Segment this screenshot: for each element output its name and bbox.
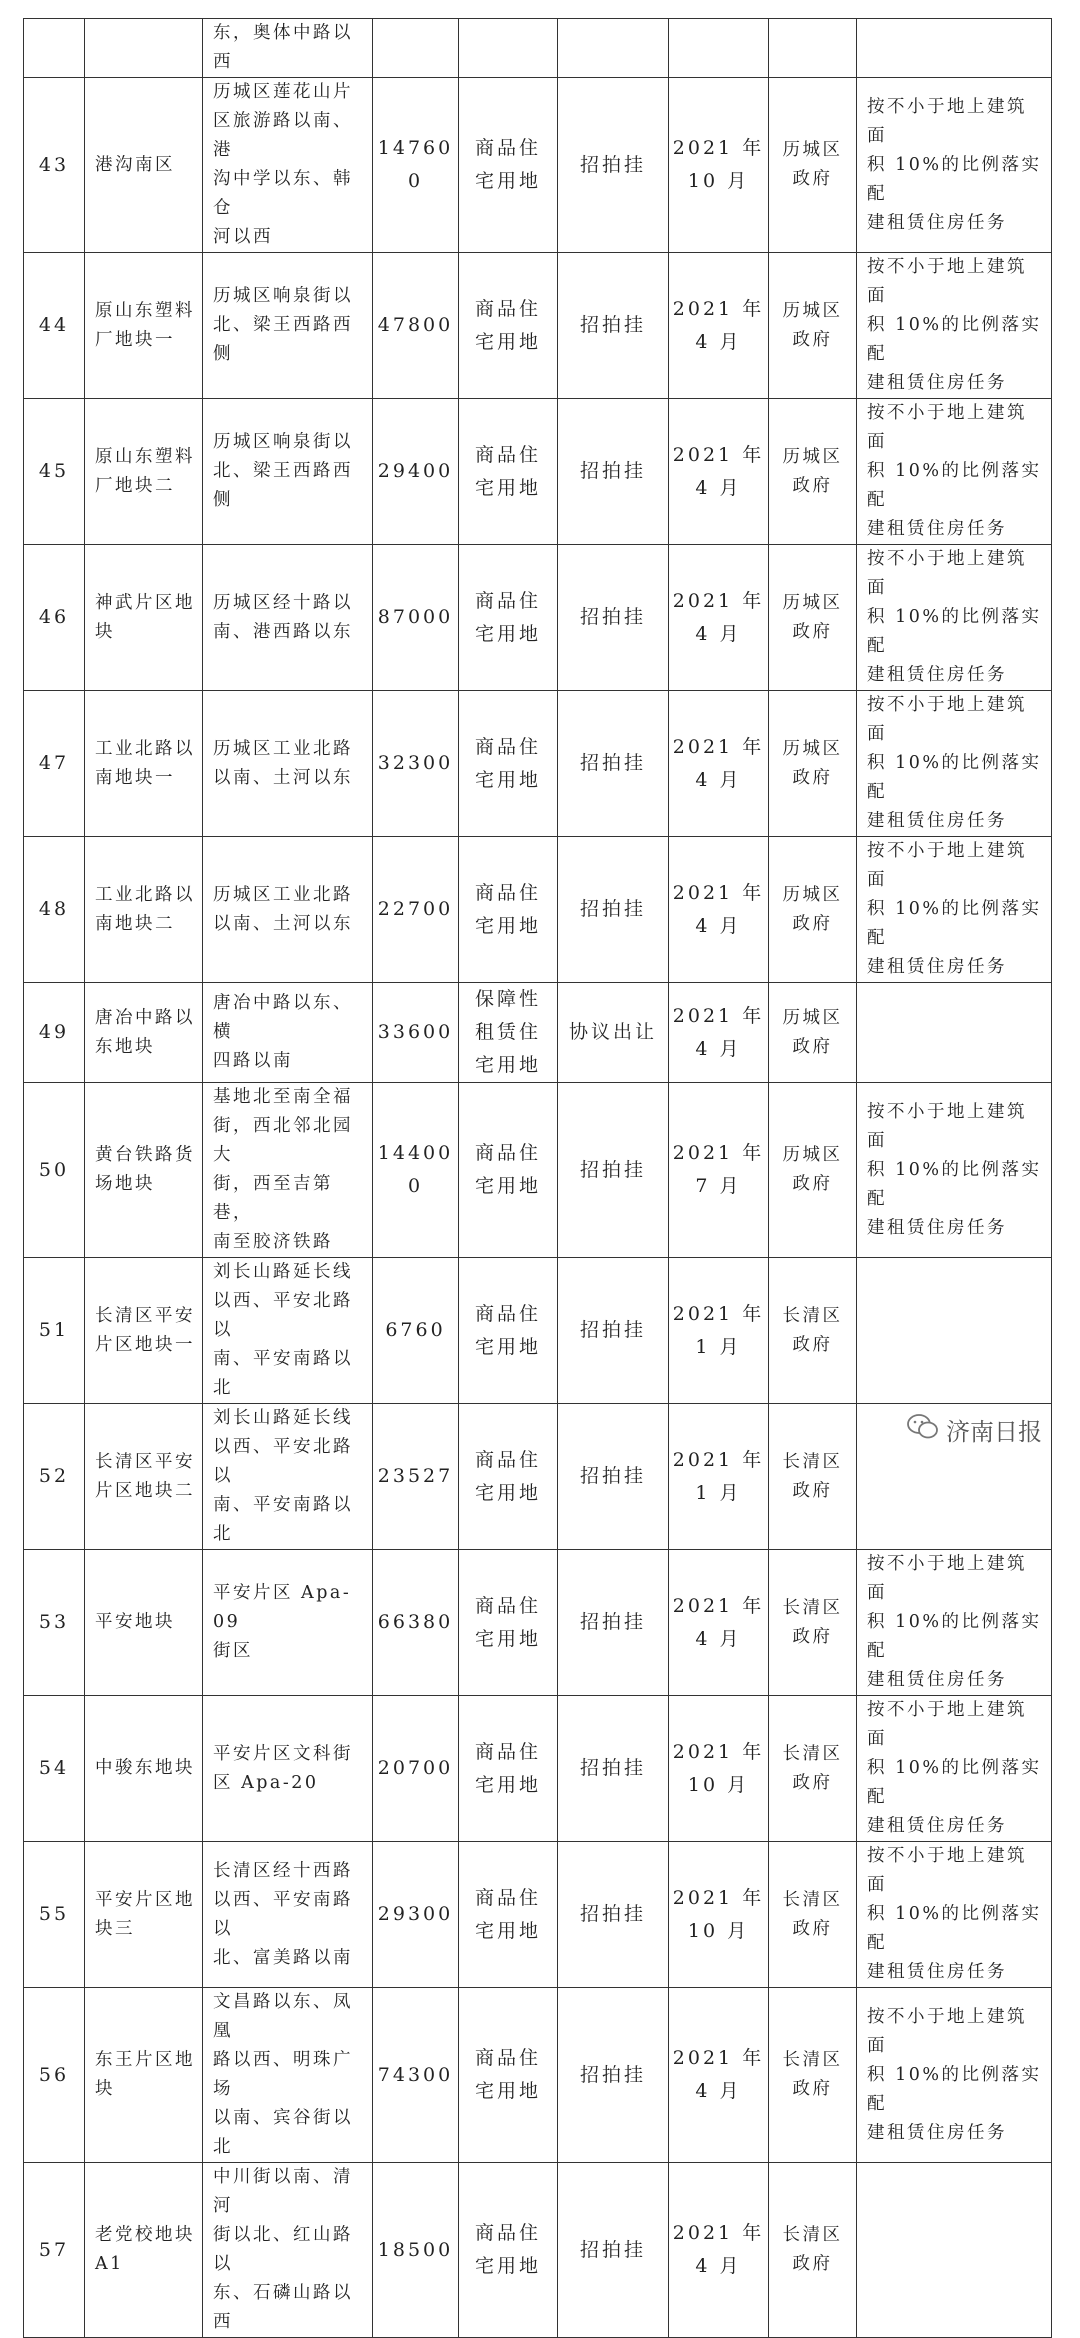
supply-method-cell: 招拍挂 — [558, 837, 669, 983]
supply-time-cell: 2021 年 1 月 — [669, 1404, 769, 1550]
area-cell: 74300 — [373, 1988, 459, 2163]
supply-time-cell: 2021 年 10 月 — [669, 1842, 769, 1988]
location-cell: 历城区工业北路 以南、土河以东 — [203, 837, 373, 983]
remarks-cell: 按不小于地上建筑面 积 10%的比例落实配 建租赁住房任务 — [857, 1696, 1052, 1842]
remarks-cell: 按不小于地上建筑面 积 10%的比例落实配 建租赁住房任务 — [857, 78, 1052, 253]
responsible-party-cell: 历城区 政府 — [769, 837, 857, 983]
responsible-party-cell: 历城区 政府 — [769, 545, 857, 691]
supply-method-cell: 招拍挂 — [558, 78, 669, 253]
supply-method-cell: 招拍挂 — [558, 1258, 669, 1404]
table-row — [24, 78, 1052, 253]
supply-time-cell: 2021 年 4 月 — [669, 691, 769, 837]
responsible-party-cell: 长清区 政府 — [769, 1404, 857, 1550]
row-number-cell: 54 — [24, 1696, 85, 1842]
supply-time-cell — [669, 19, 769, 78]
row-number-cell: 44 — [24, 253, 85, 399]
supply-method-cell: 招拍挂 — [558, 1404, 669, 1550]
land-name-cell: 长清区平安 片区地块一 — [85, 1258, 203, 1404]
area-cell: 66380 — [373, 1550, 459, 1696]
supply-method-cell: 招拍挂 — [558, 691, 669, 837]
location-cell: 长清区经十西路 以西、平安南路以 北、富美路以南 — [203, 1842, 373, 1988]
supply-method-cell: 招拍挂 — [558, 1842, 669, 1988]
supply-method-cell — [558, 19, 669, 78]
table-row — [24, 399, 1052, 545]
watermark — [902, 1410, 1046, 1449]
table-row — [24, 1258, 1052, 1404]
row-number-cell: 53 — [24, 1550, 85, 1696]
land-use-cell: 商品住 宅用地 — [459, 691, 558, 837]
land-name-cell — [85, 19, 203, 78]
table-row — [24, 253, 1052, 399]
area-cell: 29300 — [373, 1842, 459, 1988]
supply-method-cell: 招拍挂 — [558, 1083, 669, 1258]
land-use-cell: 保障性 租赁住 宅用地 — [459, 983, 558, 1083]
row-number-cell: 45 — [24, 399, 85, 545]
supply-time-cell: 2021 年 10 月 — [669, 1696, 769, 1842]
land-name-cell: 原山东塑料 厂地块一 — [85, 253, 203, 399]
row-number-cell: 43 — [24, 78, 85, 253]
land-use-cell: 商品住 宅用地 — [459, 1083, 558, 1258]
table-row — [24, 983, 1052, 1083]
remarks-cell — [857, 1258, 1052, 1404]
supply-time-cell: 2021 年 4 月 — [669, 1988, 769, 2163]
area-cell: 6760 — [373, 1258, 459, 1404]
responsible-party-cell: 历城区 政府 — [769, 691, 857, 837]
location-cell: 平安片区 Apa-09 街区 — [203, 1550, 373, 1696]
supply-time-cell: 2021 年 4 月 — [669, 983, 769, 1083]
land-name-cell: 中骏东地块 — [85, 1696, 203, 1842]
area-cell: 87000 — [373, 545, 459, 691]
table-row — [24, 1083, 1052, 1258]
land-use-cell: 商品住 宅用地 — [459, 1696, 558, 1842]
location-cell: 历城区工业北路 以南、土河以东 — [203, 691, 373, 837]
supply-method-cell: 招拍挂 — [558, 253, 669, 399]
remarks-cell: 按不小于地上建筑面 积 10%的比例落实配 建租赁住房任务 — [857, 253, 1052, 399]
area-cell: 20700 — [373, 1696, 459, 1842]
row-number-cell: 56 — [24, 1988, 85, 2163]
watermark-text: 济南日报 — [946, 1418, 1042, 1446]
table-row — [24, 19, 1052, 78]
supply-method-cell: 招拍挂 — [558, 1696, 669, 1842]
location-cell: 刘长山路延长线 以西、平安北路以 南、平安南路以北 — [203, 1258, 373, 1404]
area-cell: 33600 — [373, 983, 459, 1083]
land-supply-table — [23, 18, 1052, 2338]
remarks-cell: 按不小于地上建筑面 积 10%的比例落实配 建租赁住房任务 — [857, 1988, 1052, 2163]
responsible-party-cell: 长清区 政府 — [769, 1258, 857, 1404]
location-cell: 历城区响泉街以 北、梁王西路西侧 — [203, 399, 373, 545]
row-number-cell: 51 — [24, 1258, 85, 1404]
supply-time-cell: 2021 年 4 月 — [669, 399, 769, 545]
remarks-cell — [857, 983, 1052, 1083]
remarks-cell: 按不小于地上建筑面 积 10%的比例落实配 建租赁住房任务 — [857, 837, 1052, 983]
row-number-cell: 52 — [24, 1404, 85, 1550]
row-number-cell: 50 — [24, 1083, 85, 1258]
land-name-cell: 神武片区地 块 — [85, 545, 203, 691]
table-row — [24, 1696, 1052, 1842]
land-use-cell: 商品住 宅用地 — [459, 1404, 558, 1550]
land-use-cell: 商品住 宅用地 — [459, 253, 558, 399]
table-row — [24, 545, 1052, 691]
supply-time-cell: 2021 年 1 月 — [669, 1258, 769, 1404]
row-number-cell: 57 — [24, 2163, 85, 2338]
table-row — [24, 1404, 1052, 1550]
land-name-cell: 老党校地块 A1 — [85, 2163, 203, 2338]
location-cell: 基地北至南全福 街，西北邻北园大 街，西至吉第巷， 南至胶济铁路 — [203, 1083, 373, 1258]
row-number-cell: 47 — [24, 691, 85, 837]
responsible-party-cell: 长清区 政府 — [769, 1696, 857, 1842]
remarks-cell — [857, 2163, 1052, 2338]
remarks-cell: 按不小于地上建筑面 积 10%的比例落实配 建租赁住房任务 — [857, 1083, 1052, 1258]
area-cell: 14760 0 — [373, 78, 459, 253]
land-use-cell — [459, 19, 558, 78]
land-name-cell: 平安片区地 块三 — [85, 1842, 203, 1988]
supply-time-cell: 2021 年 10 月 — [669, 78, 769, 253]
land-name-cell: 唐冶中路以 东地块 — [85, 983, 203, 1083]
table-row — [24, 837, 1052, 983]
area-cell: 29400 — [373, 399, 459, 545]
land-use-cell: 商品住 宅用地 — [459, 78, 558, 253]
wechat-icon — [906, 1413, 940, 1447]
responsible-party-cell: 历城区 政府 — [769, 253, 857, 399]
land-name-cell: 平安地块 — [85, 1550, 203, 1696]
area-cell: 47800 — [373, 253, 459, 399]
location-cell: 历城区经十路以 南、港西路以东 — [203, 545, 373, 691]
remarks-cell: 按不小于地上建筑面 积 10%的比例落实配 建租赁住房任务 — [857, 1842, 1052, 1988]
row-number-cell: 46 — [24, 545, 85, 691]
location-cell: 平安片区文科街 区 Apa-20 — [203, 1696, 373, 1842]
area-cell: 23527 — [373, 1404, 459, 1550]
supply-method-cell: 招拍挂 — [558, 1550, 669, 1696]
location-cell: 东，奥体中路以西 — [203, 19, 373, 78]
land-name-cell: 工业北路以 南地块二 — [85, 837, 203, 983]
responsible-party-cell: 长清区 政府 — [769, 2163, 857, 2338]
row-number-cell: 55 — [24, 1842, 85, 1988]
location-cell: 文昌路以东、凤凰 路以西、明珠广场 以南、宾谷街以北 — [203, 1988, 373, 2163]
table-row — [24, 1842, 1052, 1988]
supply-time-cell: 2021 年 4 月 — [669, 837, 769, 983]
land-use-cell: 商品住 宅用地 — [459, 2163, 558, 2338]
supply-method-cell: 招拍挂 — [558, 2163, 669, 2338]
area-cell — [373, 19, 459, 78]
table-row — [24, 1988, 1052, 2163]
remarks-cell: 按不小于地上建筑面 积 10%的比例落实配 建租赁住房任务 — [857, 545, 1052, 691]
location-cell: 历城区莲花山片 区旅游路以南、港 沟中学以东、韩仓 河以西 — [203, 78, 373, 253]
area-cell: 14400 0 — [373, 1083, 459, 1258]
land-name-cell: 港沟南区 — [85, 78, 203, 253]
area-cell: 22700 — [373, 837, 459, 983]
land-name-cell: 工业北路以 南地块一 — [85, 691, 203, 837]
land-use-cell: 商品住 宅用地 — [459, 837, 558, 983]
area-cell: 18500 — [373, 2163, 459, 2338]
land-name-cell: 原山东塑料 厂地块二 — [85, 399, 203, 545]
responsible-party-cell: 历城区 政府 — [769, 1083, 857, 1258]
land-use-cell: 商品住 宅用地 — [459, 1258, 558, 1404]
supply-method-cell: 招拍挂 — [558, 545, 669, 691]
supply-time-cell: 2021 年 4 月 — [669, 253, 769, 399]
supply-method-cell: 招拍挂 — [558, 1988, 669, 2163]
supply-time-cell: 2021 年 7 月 — [669, 1083, 769, 1258]
location-cell: 刘长山路延长线 以西、平安北路以 南、平安南路以北 — [203, 1404, 373, 1550]
responsible-party-cell: 长清区 政府 — [769, 1550, 857, 1696]
area-cell: 32300 — [373, 691, 459, 837]
remarks-cell: 按不小于地上建筑面 积 10%的比例落实配 建租赁住房任务 — [857, 1550, 1052, 1696]
remarks-cell — [857, 19, 1052, 78]
location-cell: 历城区响泉街以 北、梁王西路西侧 — [203, 253, 373, 399]
responsible-party-cell: 历城区 政府 — [769, 983, 857, 1083]
land-use-cell: 商品住 宅用地 — [459, 399, 558, 545]
land-use-cell: 商品住 宅用地 — [459, 1550, 558, 1696]
table-row — [24, 2163, 1052, 2338]
land-name-cell: 黄台铁路货 场地块 — [85, 1083, 203, 1258]
location-cell: 唐冶中路以东、横 四路以南 — [203, 983, 373, 1083]
remarks-cell: 按不小于地上建筑面 积 10%的比例落实配 建租赁住房任务 — [857, 691, 1052, 837]
land-name-cell: 东王片区地 块 — [85, 1988, 203, 2163]
land-use-cell: 商品住 宅用地 — [459, 1988, 558, 2163]
responsible-party-cell: 历城区 政府 — [769, 78, 857, 253]
responsible-party-cell: 长清区 政府 — [769, 1842, 857, 1988]
location-cell: 中川街以南、清河 街以北、红山路以 东、石磷山路以西 — [203, 2163, 373, 2338]
land-use-cell: 商品住 宅用地 — [459, 1842, 558, 1988]
row-number-cell — [24, 19, 85, 78]
supply-method-cell: 协议出让 — [558, 983, 669, 1083]
row-number-cell: 48 — [24, 837, 85, 983]
remarks-cell: 按不小于地上建筑面 积 10%的比例落实配 建租赁住房任务 — [857, 399, 1052, 545]
table-row — [24, 1550, 1052, 1696]
table-row — [24, 691, 1052, 837]
land-name-cell: 长清区平安 片区地块二 — [85, 1404, 203, 1550]
land-use-cell: 商品住 宅用地 — [459, 545, 558, 691]
supply-method-cell: 招拍挂 — [558, 399, 669, 545]
responsible-party-cell: 历城区 政府 — [769, 399, 857, 545]
row-number-cell: 49 — [24, 983, 85, 1083]
supply-time-cell: 2021 年 4 月 — [669, 545, 769, 691]
responsible-party-cell — [769, 19, 857, 78]
supply-time-cell: 2021 年 4 月 — [669, 1550, 769, 1696]
responsible-party-cell: 长清区 政府 — [769, 1988, 857, 2163]
supply-time-cell: 2021 年 4 月 — [669, 2163, 769, 2338]
